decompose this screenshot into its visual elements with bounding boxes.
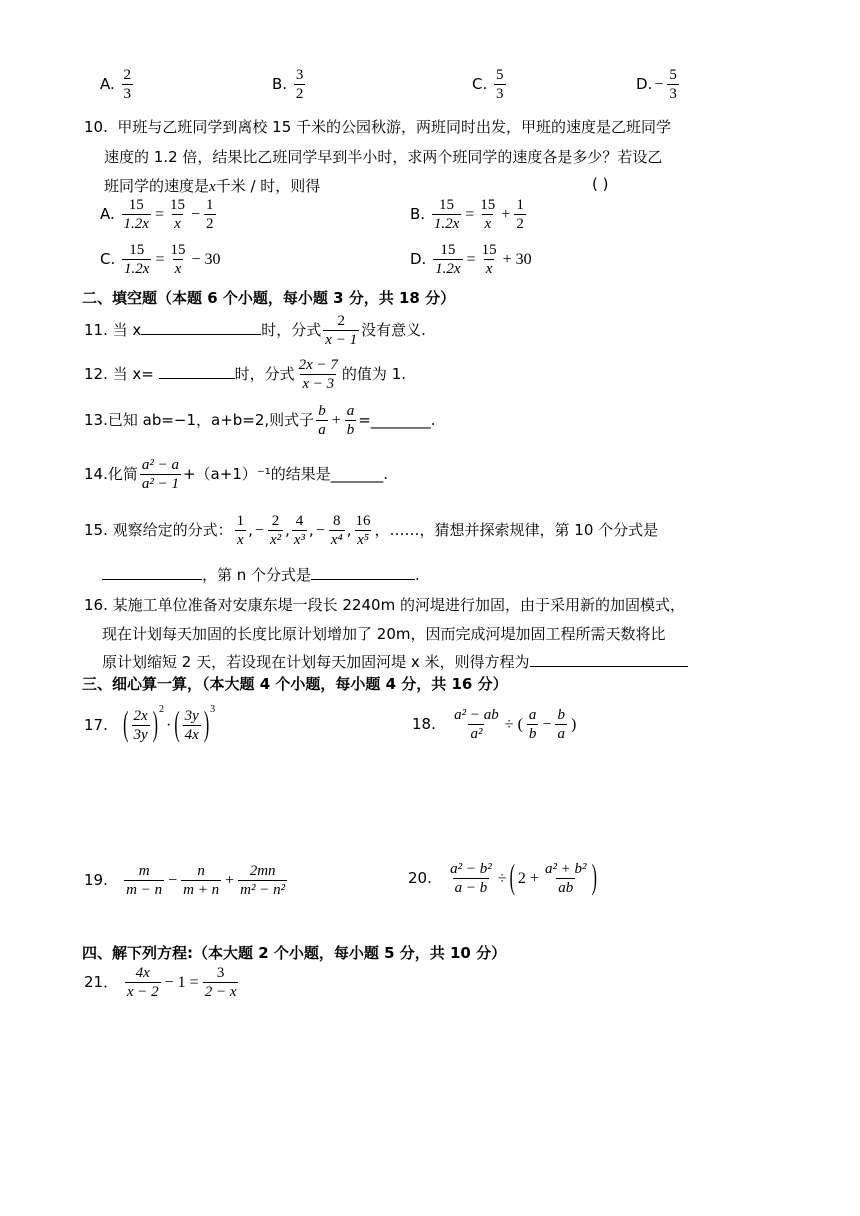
q10-option-c[interactable]: C. $\frac{15}{1.2x}$ = $\frac{15}{x}$ − 30 xyxy=(100,242,221,277)
q14: 14.化简 $\frac{\text{a² − a}}{\text{a² − 1}}$ +（a+1）⁻¹的结果是_______. xyxy=(84,457,389,492)
section3-title: 三、细心算一算，（本大题 4 个小题，每小题 4 分，共 16 分） xyxy=(82,675,508,693)
q15-blank-2[interactable] xyxy=(311,579,415,580)
q20: 20. $\frac{\text{a² − b²}}{a - b}$ ÷ ( 2 + $\frac{\text{a² + b²}}{ab}$ ) xyxy=(408,858,597,897)
q15-blank-1[interactable] xyxy=(102,579,202,580)
section2-title: 二、填空题（本题 6 个小题，每小题 3 分，共 18 分） xyxy=(82,289,456,307)
q10-option-b[interactable]: B. $\frac{15}{1.2x}$ = $\frac{15}{x}$ + $\frac{1}{2}$ xyxy=(410,197,524,232)
q13: 13.已知 ab=−1，a+b=2,则式子 $\frac{b}{a}$ + $\frac{a}{b}$ =________. xyxy=(84,403,436,438)
q19: 19. $\frac{m}{m - n}$ − $\frac{n}{m + n}$ + $\frac{2mn}{\text{m² − n²}}$ xyxy=(84,863,286,898)
q10-line2: 速度的 1.2 倍，结果比乙班同学早到半小时，求两个班同学的速度各是多少？若设乙 xyxy=(104,148,663,166)
q16-line1: 16. 某施工单位准备对安康东堤一段长 2240m 的河堤进行加固，由于采用新的加固模式， xyxy=(84,596,685,614)
q10-option-d[interactable]: D. $\frac{15}{1.2x}$ = $\frac{15}{x}$ + 30 xyxy=(410,242,532,277)
q16-line3: 原计划缩短 2 天，若设现在计划每天加固河堤 x 米，则得方程为 xyxy=(102,651,688,672)
q11: 11. 当 x 时，分式 $\frac{2}{x - 1}$ 没有意义. xyxy=(84,313,426,348)
q9-option-a[interactable]: A. $\frac{2}{3}$ xyxy=(100,67,132,102)
q15-line2: ，第 n 个分式是 . xyxy=(102,564,420,585)
q9-option-c[interactable]: C. $\frac{5}{3}$ xyxy=(472,67,504,102)
q21: 21． $\frac{4x}{x - 2}$ − 1 = $\frac{3}{2 - x}$ xyxy=(84,965,237,1000)
q16-line2: 现在计划每天加固的长度比原计划增加了 20m，因而完成河堤加固工程所需天数将比 xyxy=(102,625,666,643)
q10-answer-paren[interactable]: ( ) xyxy=(592,175,609,193)
q11-blank[interactable] xyxy=(141,334,261,335)
q12: 12. 当 x= 时，分式 $\frac{2x - 7}{x - 3}$ 的值为 1. xyxy=(84,357,407,392)
section4-title: 四、解下列方程:（本大题 2 个小题，每小题 5 分，共 10 分） xyxy=(82,944,507,962)
q18: 18. $\frac{\text{a² − ab}}{\text{a²}}$ ÷ ( $\frac{a}{b}$ − $\frac{b}{a}$ ) xyxy=(412,707,577,742)
q10-line1: 10. 甲班与乙班同学到离校 15 千米的公园秋游，两班同时出发，甲班的速度是乙班同学 xyxy=(84,118,672,136)
q10-line3: 班同学的速度是x千米 / 时，则得 xyxy=(104,177,321,195)
q9-option-b[interactable]: B. $\frac{3}{2}$ xyxy=(272,67,304,102)
q10-option-a[interactable]: A. $\frac{15}{1.2x}$ = $\frac{15}{x}$ − $\frac{1}{2}$ xyxy=(100,197,214,232)
q9-option-d[interactable]: D. − $\frac{5}{3}$ xyxy=(636,67,677,102)
q16-blank[interactable] xyxy=(530,666,688,667)
q17: 17. ( $\frac{2x}{3y}$ )$^2$· ( $\frac{3y}{4x}$ )$^3$ xyxy=(84,704,216,744)
q12-blank[interactable] xyxy=(159,378,235,379)
q15-line1: 15. 观察给定的分式： $\frac{1}{x}$ , − $\frac{2}{\text{x²}}$ , $\frac{4}{\text{x³}}$ , − $\frac{8}{\text{x⁴}}$ , $\frac{16}{\text{x⁵}}$ ，……，猜想并探索规律，第 10 个分式是 xyxy=(84,513,659,548)
